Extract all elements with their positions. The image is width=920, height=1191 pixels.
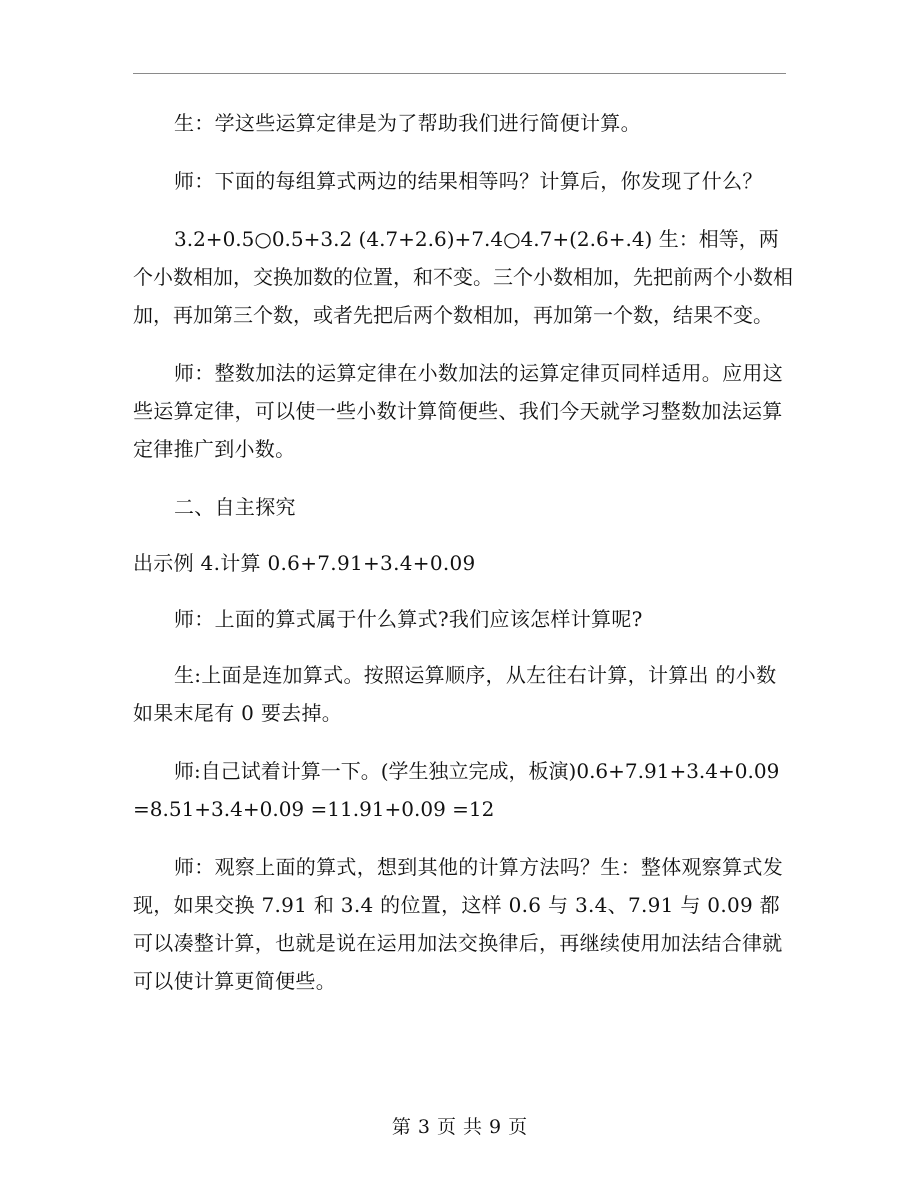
- paragraph-teacher-rules: 师：整数加法的运算定律在小数加法的运算定律页同样适用。应用这些运算定律，可以使一些小数计算简便些、我们今天就学习整数加法运算定律推广到小数。: [133, 361, 783, 461]
- paragraph-equations-answer: 3.2+0.5○0.5+3.2 (4.7+2.6)+7.4○4.7+(2.6+.4) 生：相等，两个小数相加，交换加数的位置，和不变。三个小数相加，先把前两个小数相加，再加第三个数，或者先把后两个数相加，再加第一个数，结果不变。: [133, 227, 793, 327]
- paragraph-student-purpose: 生：学这些运算定律是为了帮助我们进行简便计算。: [174, 111, 641, 135]
- footer-current-page: 3: [417, 1116, 431, 1138]
- paragraph-teacher-try: 师:自己试着计算一下。(学生独立完成，板演)0.6+7.91+3.4+0.09 =8.51+3.4+0.09 =11.91+0.09 =12: [133, 759, 780, 821]
- footer-total-pages: 9: [489, 1116, 503, 1138]
- footer-label-pre: 第: [391, 1116, 412, 1138]
- document-body: [133, 104, 793, 1000]
- section-heading-explore: 二、自主探究: [174, 495, 296, 519]
- header-rule: [133, 73, 786, 74]
- paragraph-student-continuous: 生:上面是连加算式。按照运算顺序，从左往右计算，计算出 的小数如果末尾有 0 要去掉。: [133, 663, 777, 725]
- footer-label-post: 页: [508, 1116, 529, 1138]
- paragraph-teacher-question: 师：下面的每组算式两边的结果相等吗？计算后，你发现了什么？: [174, 169, 763, 193]
- page-footer: [0, 1112, 920, 1139]
- footer-label-mid: 页: [436, 1116, 457, 1138]
- paragraph-teacher-observe: 师：观察上面的算式，想到其他的计算方法吗？生：整体观察算式发现，如果交换 7.91 和 3.4 的位置，这样 0.6 与 3.4、7.91 与 0.09 都可以凑整计算，也就是说在运用加法交换律后，再继续使用加法结合律就可以使计算更简便些。: [133, 855, 783, 993]
- paragraph-example: 出示例 4.计算 0.6+7.91+3.4+0.09: [133, 551, 476, 575]
- footer-label-total: 共: [463, 1116, 484, 1138]
- paragraph-teacher-ask: 师：上面的算式属于什么算式?我们应该怎样计算呢?: [174, 607, 643, 631]
